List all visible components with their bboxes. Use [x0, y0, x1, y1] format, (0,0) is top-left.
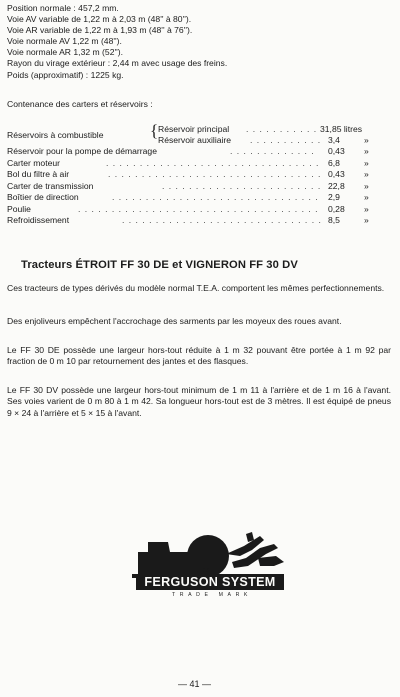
capacity-value: 22,8 — [328, 180, 345, 191]
paragraph: Le FF 30 DE possède une largeur hors-tout réduite à 1 m 32 pouvant être portée à 1 m 92 par fraction de 0 m 10 par retournement des jantes et des flasques. — [7, 345, 391, 367]
fuel-group-label: Réservoirs à combustible — [7, 130, 104, 140]
capacity-value: 8,5 — [328, 215, 340, 225]
logo-the-text: The — [196, 565, 209, 574]
section-heading: Tracteurs ÉTROIT FF 30 DE et VIGNERON FF 30 DV — [21, 259, 298, 271]
spec-line: Voie AR variable de 1,22 m à 1,93 m (48'' à 76''). — [7, 25, 193, 36]
leader-dots: . . . . . . . . . . . . . — [230, 146, 315, 156]
capacity-value: 0,28 — [328, 203, 345, 214]
leader-dots: . . . . . . . . . . . — [250, 135, 322, 145]
unit-mark: » — [364, 192, 369, 202]
spec-line: Voie AV variable de 1,22 m à 2,03 m (48'' à 80''). — [7, 14, 192, 25]
ferguson-logo — [128, 522, 290, 614]
paragraph: Ces tracteurs de types dérivés du modèle normal T.E.A. comportent les mêmes perfectionnements. — [7, 283, 385, 293]
leader-dots: . . . . . . . . . . . . . . . . . . . . . . . . . . . . . . . . — [108, 169, 322, 179]
capacity-label: Refroidissement — [7, 215, 70, 225]
page-number: — 41 — — [178, 679, 212, 689]
capacities-title: Contenance des carters et réservoirs : — [7, 99, 153, 109]
unit-mark: » — [364, 169, 369, 179]
fuel-main-label: Réservoir principal — [158, 124, 230, 134]
spec-list — [7, 3, 227, 81]
fuel-aux-label: Réservoir auxiliaire — [158, 135, 232, 145]
spec-line: Voie normale AV 1,22 m (48''). — [7, 36, 122, 47]
leader-dots: . . . . . . . . . . . . . . . . . . . . . . . . . . . . . . . . — [106, 157, 320, 168]
unit-mark: » — [364, 203, 369, 214]
capacity-label: Réservoir pour la pompe de démarrage — [7, 146, 157, 156]
unit-mark: » — [364, 146, 369, 156]
spec-line: Position normale : 457,2 mm. — [7, 3, 119, 13]
logo-name: FERGUSON SYSTEM — [136, 574, 284, 590]
capacity-value: 2,9 — [328, 192, 340, 202]
spec-line: Rayon du virage extérieur : 2,44 m avec usage des freins. — [7, 58, 228, 69]
leader-dots: . . . . . . . . . . . . . . . . . . . . . . . . . . . . . . . . . . . . — [78, 203, 319, 214]
capacity-value: 0,43 — [328, 146, 345, 156]
capacity-value: 0,43 — [328, 169, 345, 179]
unit-mark: » — [364, 135, 369, 145]
logo-trademark: TRADE MARK — [171, 592, 252, 598]
spec-line: Voie normale AR 1,32 m (52''). — [7, 47, 124, 58]
fuel-aux-value: 3,4 — [328, 135, 340, 145]
capacity-label: Bol du filtre à air — [7, 169, 70, 179]
unit-mark: » — [364, 180, 369, 191]
paragraph: Des enjoliveurs empêchent l'accrochage des sarments par les moyeux des roues avant. — [7, 316, 342, 326]
capacity-label: Boîtier de direction — [7, 192, 79, 202]
capacity-label: Carter de transmission — [7, 180, 94, 191]
capacity-value: 6,8 — [328, 157, 340, 168]
capacity-label: Poulie — [7, 203, 31, 214]
brace-glyph: { — [150, 121, 159, 140]
leader-dots: . . . . . . . . . . . . . . . . . . . . . . . . — [162, 180, 322, 191]
leader-dots: . . . . . . . . . . . . . . . . . . . . . . . . . . . . . . . — [112, 192, 319, 202]
spec-line: Poids (approximatif) : 1225 kg. — [7, 69, 124, 80]
capacity-label: Carter moteur — [7, 157, 61, 168]
unit-mark: » — [364, 215, 369, 225]
fuel-main-value: 31,85 litres — [320, 124, 363, 134]
paragraph: Le FF 30 DV possède une largeur hors-tout minimum de 1 m 11 à l'arrière et de 1 m 16 à l'avant. Ses voies varient de 0 m 80 à 1 m 42. Sa longueur hors-tout est de 3 mètres. Il est équipé de pneus 9 × 24 à l'arrière et 5 × 15 à l'avant. — [7, 385, 391, 418]
unit-mark: » — [364, 157, 369, 168]
leader-dots: . . . . . . . . . . . . . . . . . . . . . . . . . . . . . . — [122, 215, 322, 225]
leader-dots: . . . . . . . . . . . — [246, 124, 318, 134]
